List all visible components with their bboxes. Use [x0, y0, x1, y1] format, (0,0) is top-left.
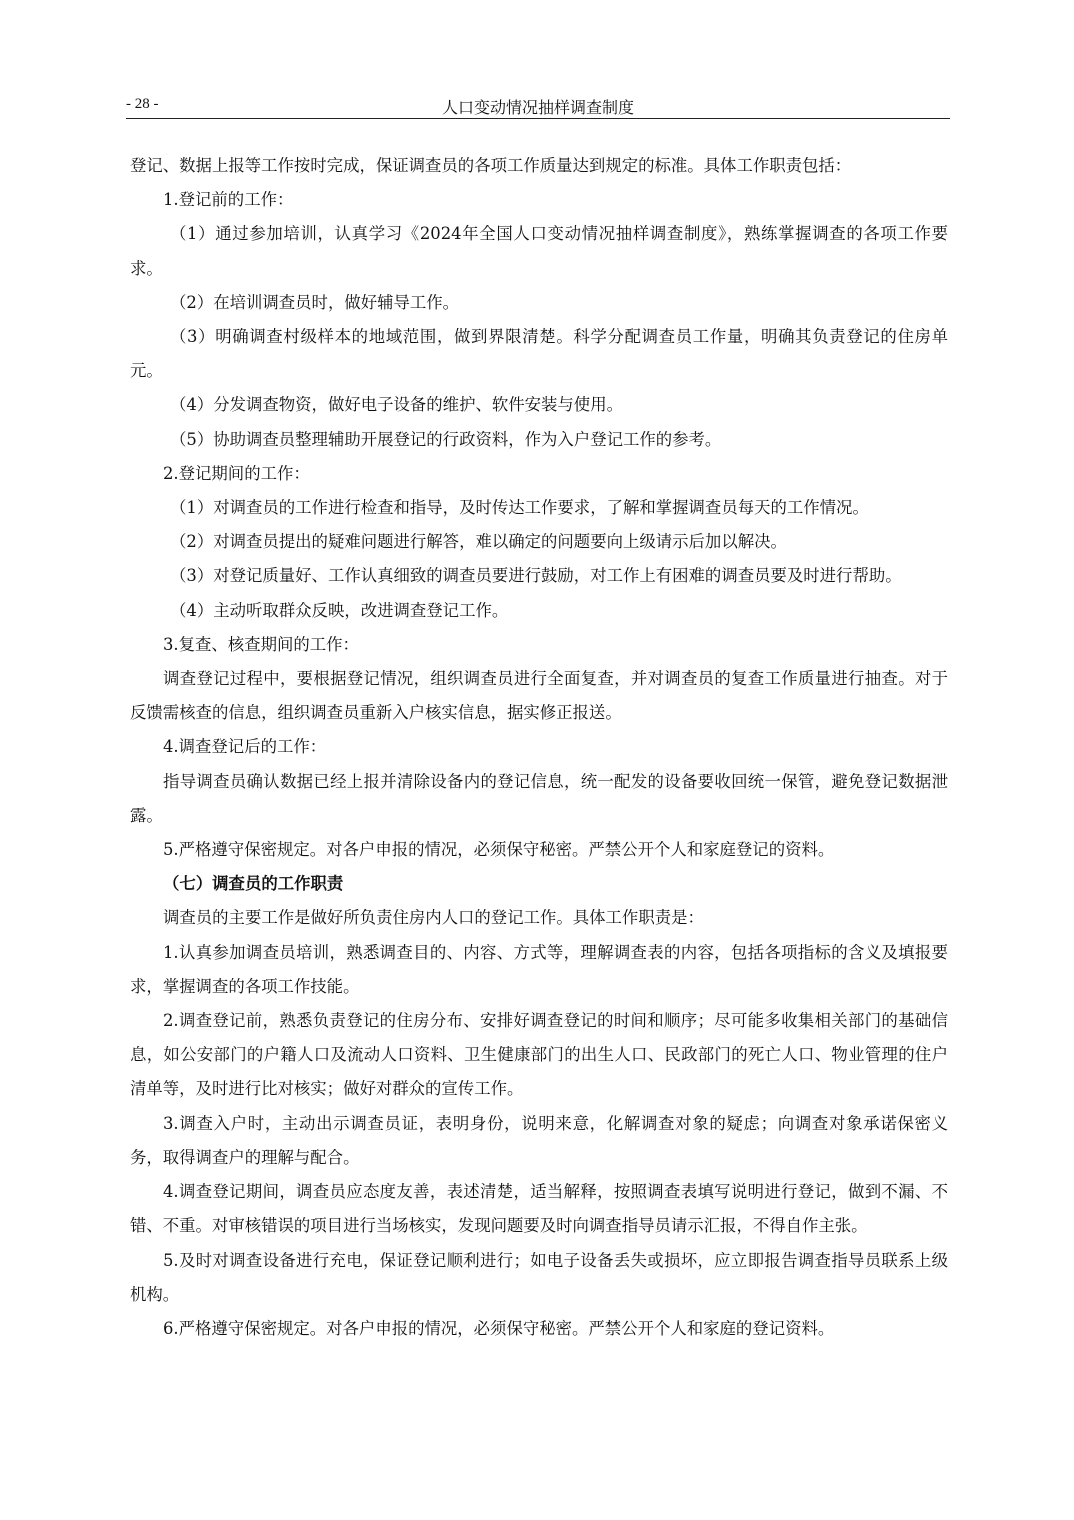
paragraph: 3.复查、核查期间的工作： [163, 634, 359, 654]
paragraph: 4.调查登记期间，调查员应态度友善，表述清楚，适当解释，按照调查表填写说明进行登记，做到不漏、不错、不重。对审核错误的项目进行当场核实，发现问题要及时向调查指导员请示汇报，不得自作主张。 [130, 1182, 948, 1236]
running-title: 人口变动情况抽样调查制度 [441, 98, 634, 117]
paragraph: （1）对调查员的工作进行检查和指导，及时传达工作要求，了解和掌握调查员每天的工作情况。 [170, 498, 869, 518]
section-heading: （七）调查员的工作职责 [163, 874, 344, 894]
page-header [126, 94, 950, 119]
paragraph: （5）协助调查员整理辅助开展登记的行政资料，作为入户登记工作的参考。 [170, 429, 722, 449]
page-number: - 28 - [126, 96, 159, 112]
paragraph: 5.及时对调查设备进行充电，保证登记顺利进行；如电子设备丢失或损坏，应立即报告调查指导员联系上级机构。 [130, 1250, 948, 1304]
paragraph: （4）主动听取群众反映，改进调查登记工作。 [170, 600, 509, 620]
paragraph: 调查登记过程中，要根据登记情况，组织调查员进行全面复查，并对调查员的复查工作质量进行抽查。对于反馈需核查的信息，组织调查员重新入户核实信息，据实修正报送。 [130, 669, 948, 723]
paragraph: （3）明确调查村级样本的地域范围，做到界限清楚。科学分配调查员工作量，明确其负责登记的住房单元。 [130, 327, 948, 381]
paragraph: 2.调查登记前，熟悉负责登记的住房分布、安排好调查登记的时间和顺序；尽可能多收集相关部门的基础信息，如公安部门的户籍人口及流动人口资料、卫生健康部门的出生人口、民政部门的死亡人口、物业管理的住户清单等，及时进行比对核实；做好对群众的宣传工作。 [130, 1011, 948, 1099]
body-text [130, 149, 948, 1346]
paragraph: （3）对登记质量好、工作认真细致的调查员要进行鼓励，对工作上有困难的调查员要及时进行帮助。 [170, 566, 902, 586]
paragraph: 1.认真参加调查员培训，熟悉调查目的、内容、方式等，理解调查表的内容，包括各项指标的含义及填报要求，掌握调查的各项工作技能。 [130, 942, 948, 996]
paragraph: （2）在培训调查员时，做好辅导工作。 [170, 292, 460, 312]
paragraph: 调查员的主要工作是做好所负责住房内人口的登记工作。具体工作职责是： [163, 908, 704, 928]
paragraph: （1）通过参加培训，认真学习《2024年全国人口变动情况抽样调查制度》，熟练掌握调查的各项工作要求。 [130, 224, 948, 278]
paragraph: 5.严格遵守保密规定。对各户申报的情况，必须保守秘密。严禁公开个人和家庭登记的资料。 [163, 840, 835, 860]
paragraph: 4.调查登记后的工作： [163, 737, 327, 757]
paragraph: 指导调查员确认数据已经上报并清除设备内的登记信息，统一配发的设备要收回统一保管，避免登记数据泄露。 [130, 771, 948, 825]
paragraph: （2）对调查员提出的疑难问题进行解答，难以确定的问题要向上级请示后加以解决。 [170, 532, 787, 552]
paragraph: 登记、数据上报等工作按时完成，保证调查员的各项工作质量达到规定的标准。具体工作职责包括： [130, 156, 852, 175]
paragraph: （4）分发调查物资，做好电子设备的维护、软件安装与使用。 [170, 395, 623, 415]
paragraph: 6.严格遵守保密规定。对各户申报的情况，必须保守秘密。严禁公开个人和家庭的登记资料。 [163, 1318, 835, 1338]
paragraph: 1.登记前的工作： [163, 190, 294, 210]
paragraph: 2.登记期间的工作： [163, 463, 310, 483]
paragraph: 3.调查入户时，主动出示调查员证，表明身份，说明来意，化解调查对象的疑虑；向调查对象承诺保密义务，取得调查户的理解与配合。 [130, 1113, 948, 1167]
